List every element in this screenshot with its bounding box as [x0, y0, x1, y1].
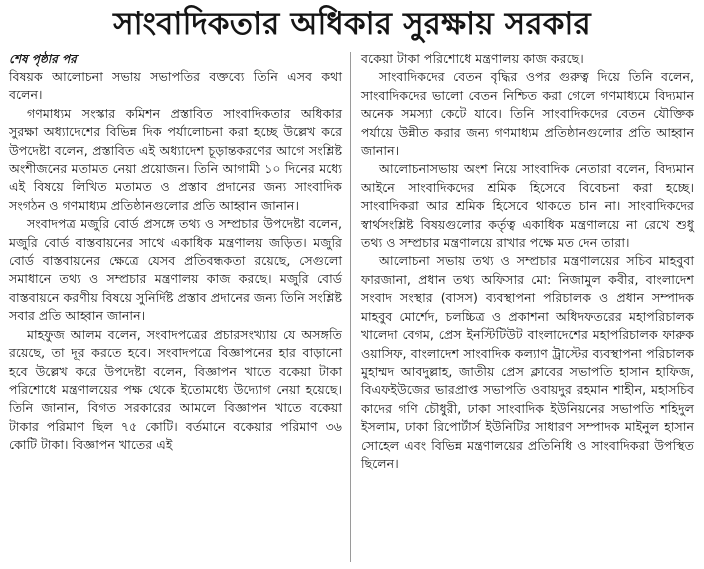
continued-from-label: শেষ পৃষ্ঠার পর [9, 52, 77, 66]
article-paragraph: গণমাধ্যম সংস্কার কমিশন প্রস্তাবিত সাংবাদিকতার অধিকার সুরক্ষা অধ্যাদেশের বিভিন্ন দিক পর্যালোচনা করা হচ্ছে উল্লেখ করে উপদেষ্টা বলেন, প্রস্তাবিত এই অধ্যাদেশ চূড়ান্তকরণের আগে সংশ্লিষ্ট অংশীজনের মতামত নেয়া প্রয়োজন। তিনি আগামী ১০ দিনের মধ্যে এই বিষয়ে লিখিত মতামত ও প্রস্তাব প্রদানের জন্য সাংবাদিক সংগঠন ও গণমাধ্যম প্রতিষ্ঠানগুলোর প্রতি আহ্বান জানান। [9, 105, 342, 213]
article-paragraph: সংবাদপত্র মজুরি বোর্ড প্রসঙ্গে তথ্য ও সম্প্রচার উপদেষ্টা বলেন, মজুরি বোর্ড বাস্তবায়নের সাথে একাধিক মন্ত্রণালয় জড়িত। মজুরি বোর্ড বাস্তবায়নের ক্ষেত্রে যেসব প্রতিবন্ধকতা রয়েছে, সেগুলো সমাধানে তথ্য ও সম্প্রচার মন্ত্রণালয় কাজ করছে। মজুরি বোর্ড বাস্তবায়নে করণীয় বিষয়ে সুনির্দিষ্ট প্রস্তাব প্রদানের জন্য তিনি সংশ্লিষ্ট সবার প্রতি আহ্বান জানান। [9, 216, 342, 324]
column-divider [350, 52, 351, 562]
article-headline: সাংবাদিকতার অধিকার সুরক্ষায় সরকার [113, 6, 591, 42]
article-paragraph: আলোচনা সভায় তথ্য ও সম্প্রচার মন্ত্রণালয়ের সচিব মাহবুবা ফারজানা, প্রধান তথ্য অফিসার মো: নিজামুল কবীর, বাংলাদেশ সংবাদ সংস্থার (বাসস) ব্যবস্থাপনা পরিচালক ও প্রধান সম্পাদক মাহবুব মোর্শেদ, চলচ্চিত্র ও প্রকাশনা অধিদফতরের মহাপরিচালক খালেদা বেগম, প্রেস ইনস্টিটিউট বাংলাদেশের মহাপরিচালক ফারুক ওয়াসিফ, বাংলাদেশ সাংবাদিক কল্যাণ ট্রাস্টের ব্যবস্থাপনা পরিচালক মুহাম্মদ আবদুল্লাহ, জাতীয় প্রেস ক্লাবের সভাপতি হাসান হাফিজ, বিএফইউজের ভারপ্রাপ্ত সভাপতি ওবায়দুর রহমান শাহীন, মহাসচিব কাদের গণি চৌধুরী, ঢাকা সাংবাদিক ইউনিয়নের সভাপতি শহিদুল ইসলাম, ঢাকা রিপোর্টার্স ইউনিটির সাধারণ সম্পাদক মাইনুল হাসান সোহেল এবং বিভিন্ন মন্ত্রণালয়ের প্রতিনিধি ও সাংবাদিকরা উপস্থিত ছিলেন। [361, 253, 694, 471]
article-paragraph: বকেয়া টাকা পরিশোধে মন্ত্রণালয় কাজ করছে। [361, 51, 584, 66]
article-paragraph: বিষয়ক আলোচনা সভায় সভাপতির বক্তব্যে তিনি এসব কথা বলেন। [9, 69, 342, 103]
article-paragraph: আলোচনাসভায় অংশ নিয়ে সাংবাদিক নেতারা বলেন, বিদ্যমান আইনে সাংবাদিকদের শ্রমিক হিসেবে বিবেচনা করা হচ্ছে। সাংবাদিকরা আর শ্রমিক হিসেবে থাকতে চান না। সাংবাদিকদের স্বার্থসংশ্লিষ্ট বিষয়গুলোর কর্তৃত্ব একাধিক মন্ত্রণালয়ে না রেখে শুধু তথ্য ও সম্প্রচার মন্ত্রণালয়ে রাখার পক্ষে মত দেন তারা। [361, 161, 694, 251]
article-column-left [9, 50, 342, 455]
article-paragraph: সাংবাদিকদের বেতন বৃদ্ধির ওপর গুরুত্ব দিয়ে তিনি বলেন, সাংবাদিকদের ভালো বেতন নিশ্চিত করা গেলে গণমাধ্যমে বিদ্যমান অনেক সমস্যা কেটে যাবে। তিনি সাংবাদিকদের বেতন যৌক্তিক পর্যায়ে উন্নীত করার জন্য গণমাধ্যম প্রতিষ্ঠানগুলোর প্রতি আহ্বান জানান। [361, 69, 694, 159]
article-paragraph: মাহফুজ আলম বলেন, সংবাদপত্রের প্রচারসংখ্যায় যে অসঙ্গতি রয়েছে, তা দূর করতে হবে। সংবাদপত্রে বিজ্ঞাপনের হার বাড়ানো হবে উল্লেখ করে উপদেষ্টা বলেন, বিজ্ঞাপন খাতে বকেয়া টাকা পরিশোধে মন্ত্রণালয়ের পক্ষ থেকে ইতোমধ্যে উদ্যোগ নেয়া হয়েছে। তিনি জানান, বিগত সরকারের আমলে বিজ্ঞাপন খাতে বকেয়া টাকার পরিমাণ ছিল ৭৫ কোটি। বর্তমানে বকেয়ার পরিমাণ ৩৬ কোটি টাকা। বিজ্ঞাপন খাতের এই [9, 326, 342, 453]
article-column-right [361, 50, 694, 473]
